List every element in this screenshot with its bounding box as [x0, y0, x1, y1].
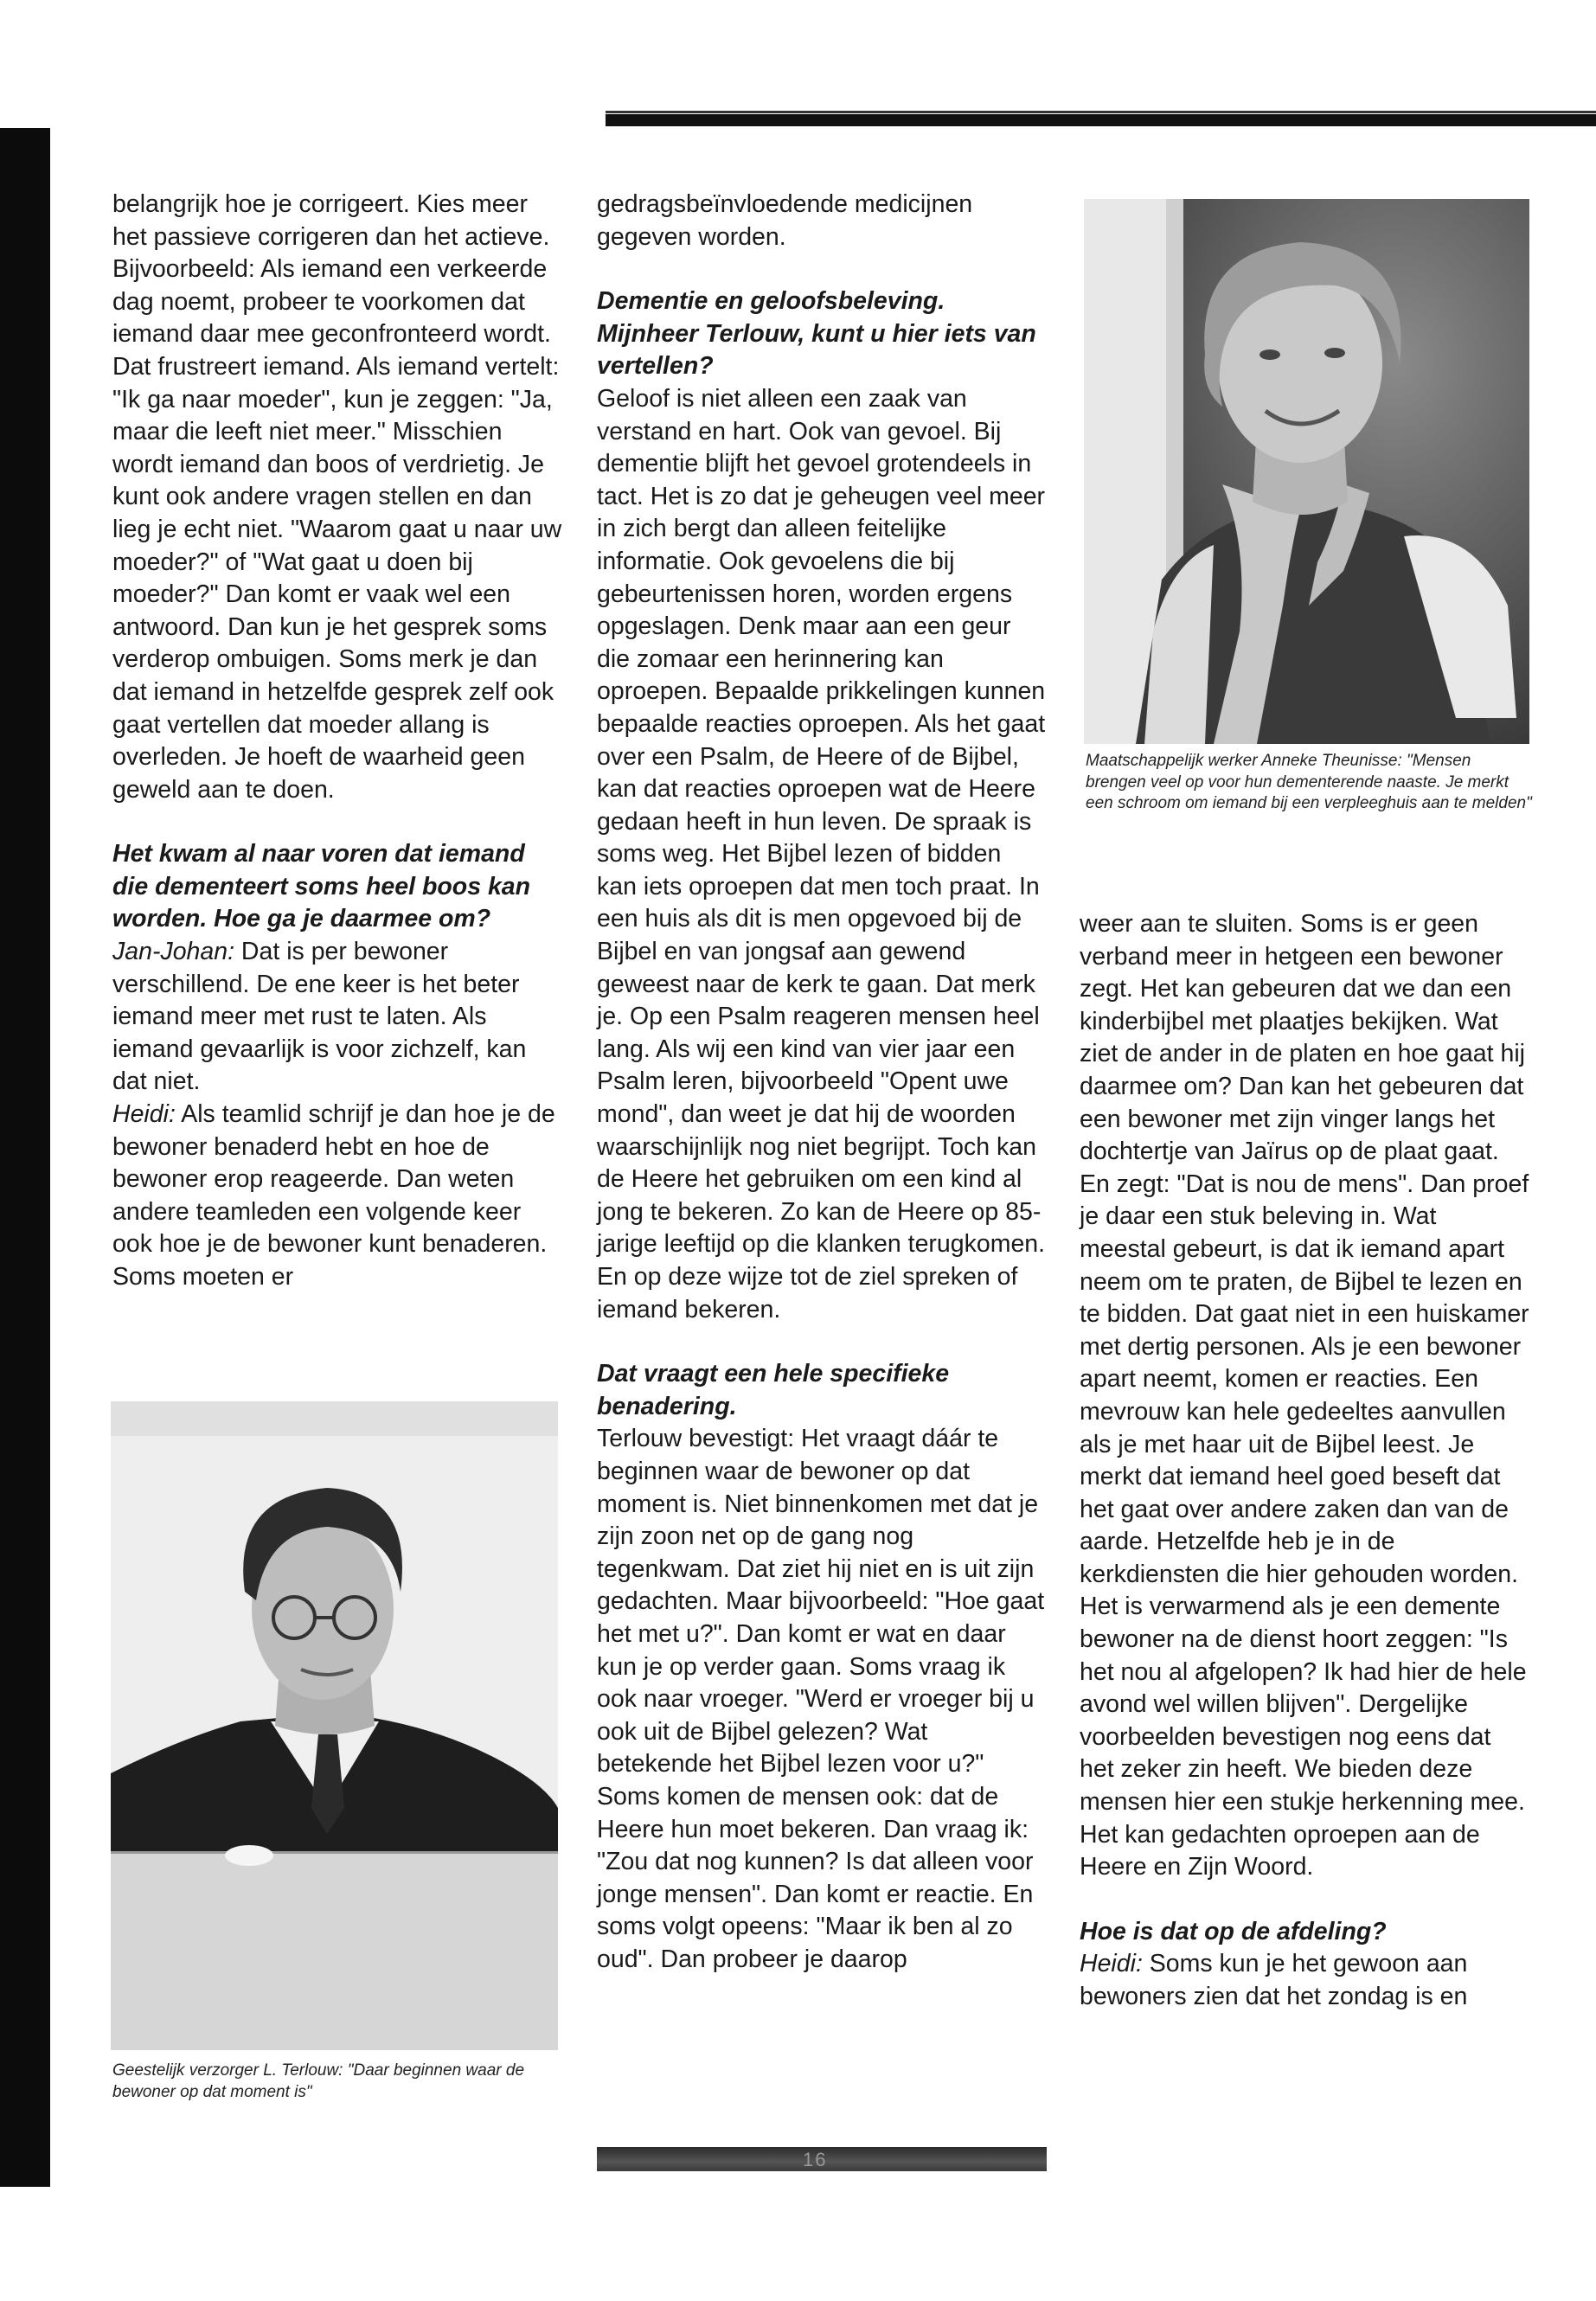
paragraph: [1080, 1948, 1529, 2013]
photo-caption: Geestelijk verzorger L. Terlouw: "Daar beginnen waar de bewoner op dat moment is": [112, 2061, 525, 2101]
portrait-illustration: [111, 1401, 558, 2050]
paragraph: belangrijk hoe je corrigeert. Kies meer het passieve corrigeren dan het actieve. Bijvoorbeeld: Als iemand een verkeerde dag noemt, probeer te voorkomen dat iemand daar mee geconfronteerd wordt. Dat frustreert iemand. Als iemand vertelt: "Ik ga naar moeder", kun je zeggen: "Ja, maar die leeft niet meer." Misschien wordt iemand dan boos of verdrietig. Je kunt ook andere vragen stellen en dan lieg je echt niet. "Waarom gaat u naar uw moeder?" of "Wat gaat u doen bij moeder?" Dan komt er vaak wel een antwoord. Dan kun je het gesprek soms verderop ombuigen. Soms merk je dan dat iemand in hetzelfde gesprek zelf ook gaat vertellen dat moeder allang is overleden. Je hoeft de waarheid geen geweld aan te doen.: [112, 190, 562, 804]
page-bottom-margin: [50, 2184, 1596, 2301]
paragraph: Geloof is niet alleen een zaak van verstand en hart. Ook van gevoel. Bij dementie blijft het gevoel grotendeels in tact. Het is zo dat je geheugen veel meer in zich bergt dan alleen feitelijke informatie. Ook gevoelens die bij gebeurtenissen horen, worden ergens opgeslagen. Denk maar aan een geur die zomaar een herinnering kan oproepen. Bepaalde prikkelingen kunnen bepaalde reacties oproepen. Als het gaat over een Psalm, de Heere of de Bijbel, kan dat reacties oproepen wat de Heere gedaan heeft in hun leven. De spraak is soms weg. Het Bijbel lezen of bidden kan iets oproepen dat men toch praat. In een huis als dit is men opgevoed bij de Bijbel en van jongsaf aan gewend geweest naar de kerk te gaan. Dat merk je. Op een Psalm reageren mensen heel lang. Als wij een kind van vier jaar een Psalm leren, bijvoorbeeld "Opent uwe mond", dan weet je dat hij de woorden waarschijnlijk nog niet begrijpt. Toch kan de Heere het gebruiken om een kind al jong te bekeren. Zo kan de Heere op 85-jarige leeftijd op die klanken terugkomen. En op deze wijze tot de ziel spreken of iemand bekeren.: [597, 384, 1046, 1324]
portrait-photo-theunisse: [1084, 199, 1529, 744]
photo-caption: Maatschappelijk werker Anneke Theunisse: "Mensen brengen veel op voor hun dementerende naaste. Je merkt een schroom om iemand bij een verpleeghuis aan te melden": [1086, 752, 1532, 812]
interview-question: Dat vraagt een hele specifieke benadering.: [597, 1360, 950, 1420]
page-number-strip: [597, 2147, 1047, 2171]
paragraph-text: Dat is per bewoner verschillend. De ene keer is het beter iemand meer met rust te laten. Als iemand gevaarlijk is voor zichzelf, kan dat niet.: [112, 938, 527, 1096]
column-middle: [597, 189, 1047, 1976]
column-left: [112, 189, 562, 1294]
interview-question: Het kwam al naar voren dat iemand die dementeert soms heel boos kan worden. Hoe ga je daarmee om?: [112, 840, 531, 933]
paragraph: [112, 936, 562, 1099]
portrait-photo-terlouw: [111, 1401, 558, 2050]
top-rule: [606, 114, 1596, 126]
paragraph-text: Als teamlid schrijf je dan hoe je de bewoner benaderd hebt en hoe de bewoner erop reageerde. Dan weten andere teamleden een volgende keer ook hoe je de bewoner kunt benaderen. Soms moeten er: [112, 1100, 555, 1291]
speaker-label: Heidi:: [1080, 1950, 1143, 1978]
paragraph-text: Soms kun je het gewoon aan bewoners zien dat het zondag is en: [1080, 1950, 1468, 2010]
interview-question: Dementie en geloofsbeleving. Mijnheer Terlouw, kunt u hier iets van vertellen?: [597, 287, 1036, 381]
portrait-illustration: [1084, 199, 1529, 744]
paragraph: weer aan te sluiten. Soms is er geen verband meer in hetgeen een bewoner zegt. Het kan gebeuren dat we dan een kinderbijbel met plaatjes bekijken. Wat ziet de ander in de platen en hoe gaat hij daarmee om? Dan kan het gebeuren dat een bewoner met zijn vinger langs het dochtertje van Jaïrus op de plaat gaat. En zegt: "Dat is nou de mens". Dan proef je daar een stuk beleving in. Wat meestal gebeurt, is dat ik iemand apart neem om te praten, de Bijbel te lezen en te bidden. Dat gaat niet in een huiskamer met dertig personen. Als je een bewoner apart neemt, komen er reacties. Een mevrouw kan hele gedeeltes aanvullen als je met haar uit de Bijbel leest. Je merkt dat iemand heel goed beseft dat het gaat over andere zaken dan van de aarde. Hetzelfde heb je in de kerkdiensten die hier gehouden worden. Het is verwarmend als je een demente bewoner na de dienst hoort zeggen: "Is het nou al afgelopen? Ik had hier de hele avond wel willen blijven". Dergelijke voorbeelden bevestigen nog eens dat het zeker zin heeft. We bieden deze mensen hier een stukje herkenning mee. Het kan gedachten oproepen aan de Heere en Zijn Woord.: [1080, 910, 1529, 1881]
top-rule-thin: [606, 111, 1596, 113]
speaker-label: Heidi:: [112, 1100, 176, 1129]
page-number: 16: [803, 2149, 828, 2170]
paragraph: [112, 1099, 562, 1294]
speaker-label: Jan-Johan:: [112, 938, 235, 966]
paragraph: gedragsbeïnvloedende medicijnen gegeven worden.: [597, 190, 973, 251]
paragraph: Terlouw bevestigt: Het vraagt dáár te beginnen waar de bewoner op dat moment is. Niet binnenkomen met dat je zijn zoon net op de gang nog tegenkwam. Dat ziet hij niet en is uit zijn gedachten. Maar bijvoorbeeld: "Hoe gaat het met u?". Dan komt er wat en daar kun je op verder gaan. Soms vraag ik ook naar vroeger. "Werd er vroeger bij u ook uit de Bijbel gelezen? Wat betekende het Bijbel lezen voor u?" Soms komen de mensen ook: dat de Heere hun moet bekeren. Dan vraag ik: "Zou dat nog kunnen? Is dat alleen voor jonge mensen". Dan komt er reactie. En soms volgt opeens: "Maar ik ben al zo oud". Dan probeer je daarop: [597, 1425, 1045, 1973]
interview-question: Hoe is dat op de afdeling?: [1080, 1917, 1387, 1945]
scan-edge-left: [0, 128, 50, 2187]
column-right: [1080, 908, 1529, 2014]
